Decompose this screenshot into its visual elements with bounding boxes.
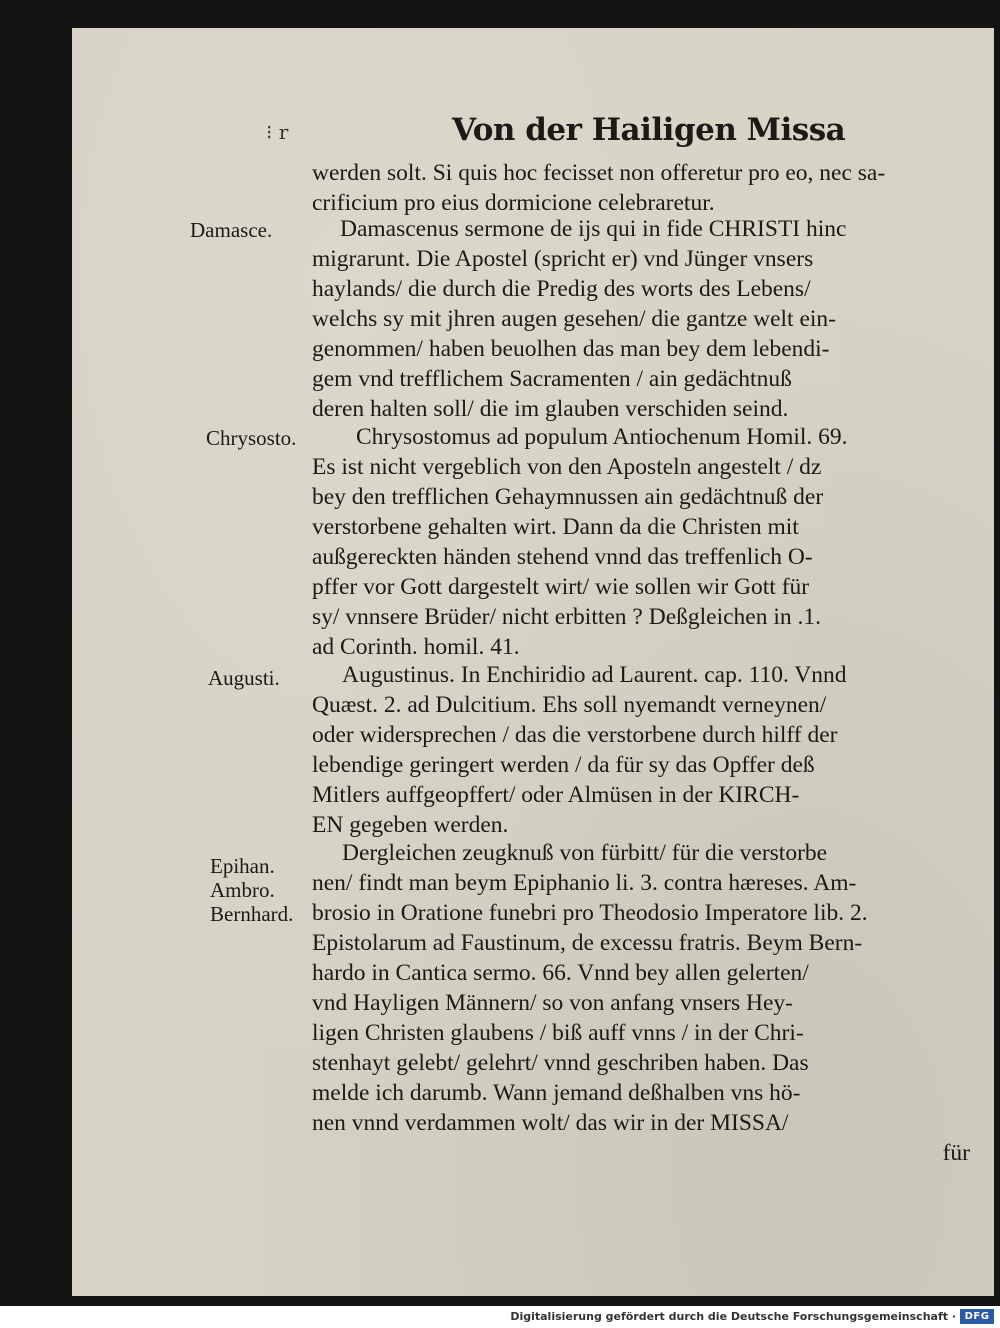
- text-line: verstorbene gehalten wirt. Dann da die Christen mit: [312, 514, 799, 540]
- margin-note-augustinus: Augusti.: [208, 666, 280, 690]
- text-line: Mitlers auffgeopffert/ oder Almüsen in der KIRCH-: [312, 782, 800, 808]
- text-line: hardo in Cantica sermo. 66. Vnnd bey allen gelerten/: [312, 960, 809, 986]
- text-line: nen/ findt man beym Epiphanio li. 3. contra hæreses. Am-: [312, 870, 857, 896]
- text-line: genommen/ haben beuolhen das man bey dem lebendi-: [312, 336, 830, 362]
- text-line: außgereckten händen stehend vnnd das treffenlich O-: [312, 544, 813, 570]
- margin-note-ambrosius: Ambro.: [210, 878, 275, 902]
- text-line: melde ich darumb. Wann jemand deßhalben vns hö-: [312, 1080, 801, 1106]
- text-line: Quæst. 2. ad Dulcitium. Ehs soll nyemandt verneynen/: [312, 692, 827, 718]
- text-line: welchs sy mit jhren augen gesehen/ die gantze welt ein-: [312, 306, 836, 332]
- text-line: pffer vor Gott dargestelt wirt/ wie sollen wir Gott für: [312, 574, 810, 600]
- text-line: Epistolarum ad Faustinum, de excessu fratris. Beym Bern-: [312, 930, 863, 956]
- text-line: oder widersprechen / das die verstorbene durch hilff der: [312, 722, 838, 748]
- text-line: Chrysostomus ad populum Antiochenum Homil. 69.: [356, 424, 848, 450]
- margin-note-damascenus: Damasce.: [190, 218, 273, 242]
- text-line: Augustinus. In Enchiridio ad Laurent. cap. 110. Vnnd: [342, 662, 847, 688]
- margin-note-bernhard: Bernhard.: [210, 902, 294, 926]
- text-line: ad Corinth. homil. 41.: [312, 634, 520, 660]
- funding-credit: Digitalisierung gefördert durch die Deutsche Forschungsgemeinschaft ·: [510, 1310, 956, 1323]
- text-line: nen vnnd verdammen wolt/ das wir in der MISSA/: [312, 1110, 789, 1136]
- margin-note-chrysostomus: Chrysosto.: [206, 426, 297, 450]
- text-line: werden solt. Si quis hoc fecisset non offeretur pro eo, nec sa-: [312, 160, 886, 186]
- dfg-logo: DFG: [960, 1309, 994, 1324]
- text-line: sy/ vnnsere Brüder/ nicht erbitten ? Deßgleichen in .1.: [312, 604, 822, 630]
- margin-note-epiphanius: Epihan.: [210, 854, 275, 878]
- text-line: ligen Christen glaubens / biß auff vnns / in der Chri-: [312, 1020, 804, 1046]
- catchword: für: [942, 1140, 970, 1166]
- text-line: Damascenus sermone de ijs qui in fide CHRISTI hinc: [340, 216, 847, 242]
- text-line: haylands/ die durch die Predig des worts des Lebens/: [312, 276, 811, 302]
- text-line: crificium pro eius dormicione celebraretur.: [312, 190, 715, 216]
- footer-bar: [0, 1306, 1000, 1328]
- text-line: stenhayt gelebt/ gelehrt/ vnnd geschriben haben. Das: [312, 1050, 809, 1076]
- head-mark: ⁝ r: [266, 120, 289, 144]
- text-line: lebendige geringert werden / da für sy das Opffer deß: [312, 752, 815, 778]
- text-line: Dergleichen zeugknuß von fürbitt/ für die verstorbe: [342, 840, 828, 866]
- text-line: bey den trefflichen Gehaymnussen ain gedächtnuß der: [312, 484, 824, 510]
- text-line: brosio in Oratione funebri pro Theodosio Imperatore lib. 2.: [312, 900, 868, 926]
- text-line: vnd Hayligen Männern/ so von anfang vnsers Hey-: [312, 990, 793, 1016]
- book-page: [72, 28, 994, 1296]
- text-line: deren halten soll/ die im glauben verschiden seind.: [312, 396, 789, 422]
- text-line: Es ist nicht vergeblich von den Aposteln angestelt / dz: [312, 454, 822, 480]
- running-head: Von der Hailigen Missa: [452, 112, 846, 148]
- text-line: migrarunt. Die Apostel (spricht er) vnd Jünger vnsers: [312, 246, 814, 272]
- text-line: gem vnd trefflichem Sacramenten / ain gedächtnuß: [312, 366, 792, 392]
- text-line: EN gegeben werden.: [312, 812, 509, 838]
